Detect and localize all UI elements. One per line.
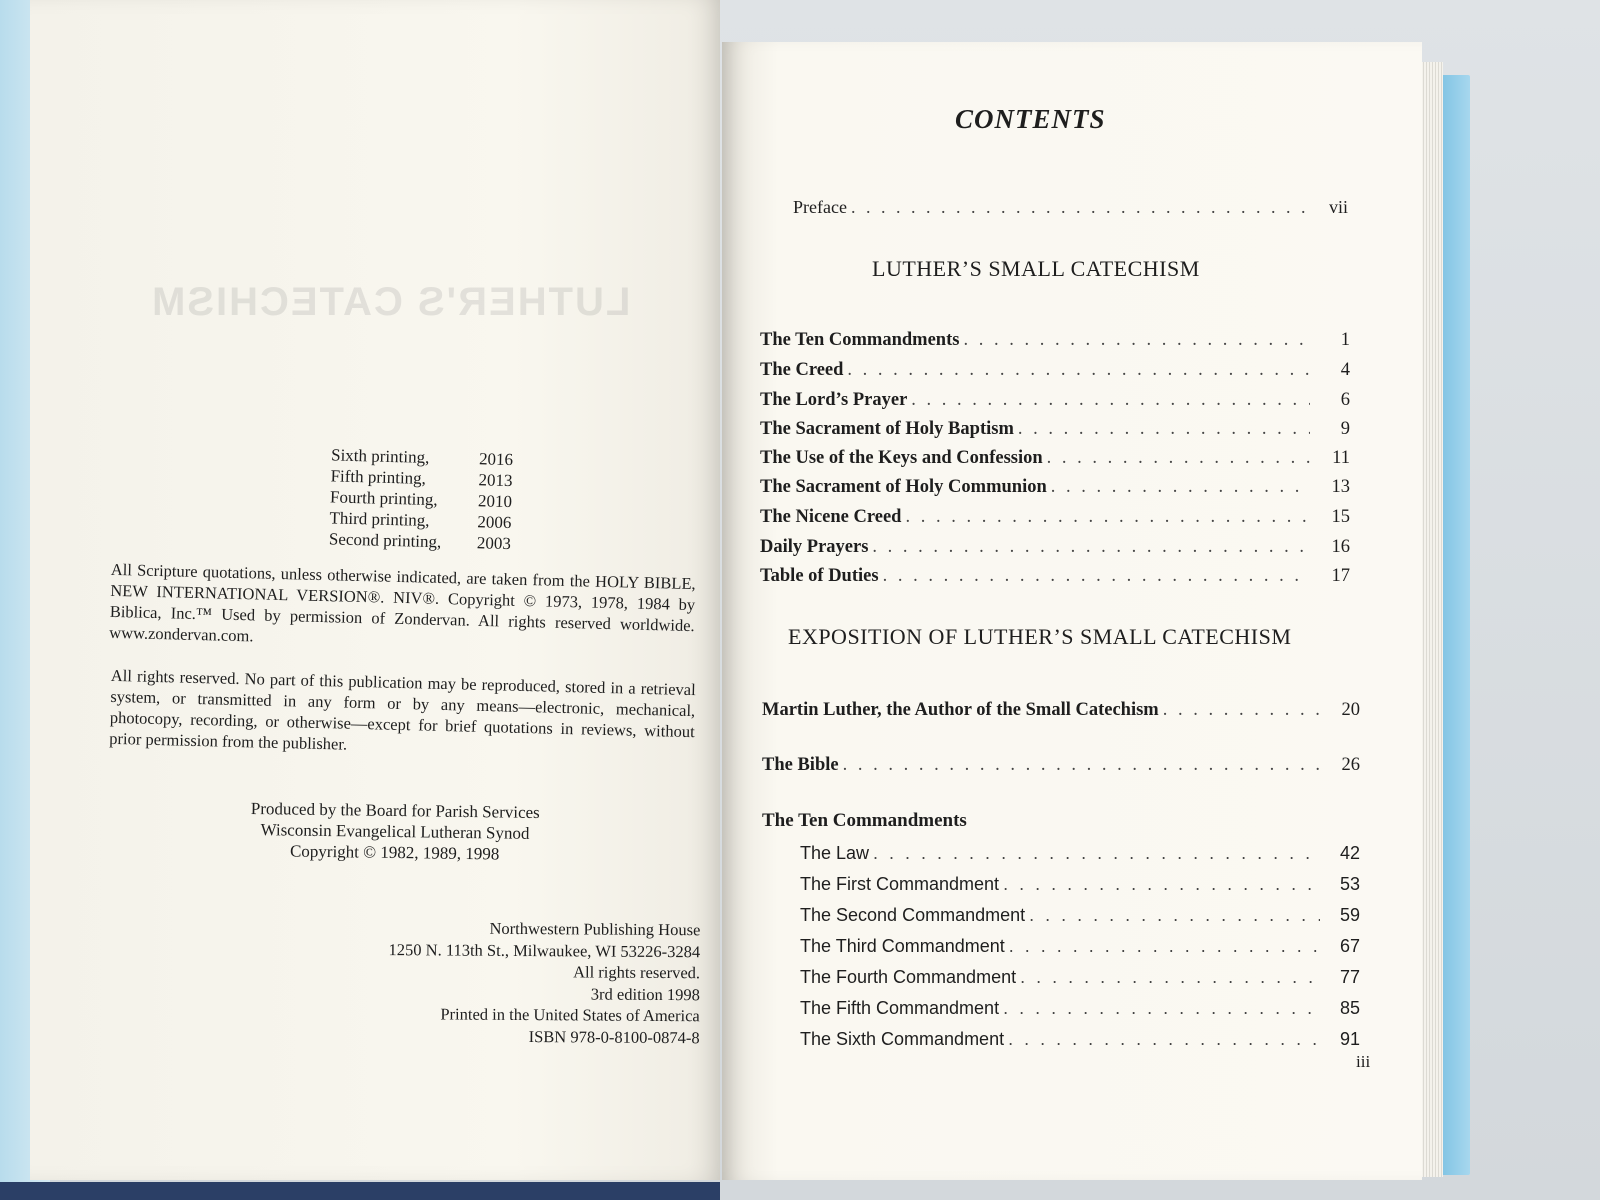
toc-entry: The Law . . . 42	[800, 843, 1360, 864]
publisher-imprint: Northwestern Publishing House 1250 N. 113th St., Milwaukee, WI 53226-3284 All rights reserved. 3rd edition 1998 Printed in the United States of America ISBN 978-0-8100-0874-8	[388, 918, 701, 1047]
toc-entry: The First Commandment . . . 53	[800, 874, 1360, 895]
toc-entry: Preface . . . vii	[793, 197, 1348, 218]
toc-entry: The Sacrament of Holy Communion . . . 13	[760, 477, 1350, 498]
toc-entry: The Use of the Keys and Confession . . . 11	[760, 448, 1350, 469]
book-cover-right	[1440, 75, 1470, 1175]
printing-row: Fifth printing, 2013	[330, 466, 513, 491]
rights-notice: All rights reserved. No part of this publication may be reproduced, stored in a retrieval system, or transmitted in any form or by any means—electronic, mechanical, photocopy, recording, or otherwise—except for brief quotations in reviews, without prior permission from the publisher.	[109, 665, 696, 754]
toc-entry: Table of Duties . . . 17	[760, 566, 1350, 587]
toc-entry: The Second Commandment . . . 59	[800, 905, 1360, 926]
book-bottom-edge	[0, 1182, 720, 1200]
printing-row: Fourth printing, 2010	[329, 487, 513, 512]
toc-entry: The Fifth Commandment . . . 85	[800, 998, 1360, 1019]
page-number: iii	[1356, 1052, 1371, 1071]
toc-entry: The Nicene Creed . . . 15	[760, 507, 1350, 528]
printing-row: Second printing, 2003	[328, 529, 512, 554]
scripture-notice: All Scripture quotations, unless otherwise indicated, are taken from the HOLY BIBLE, NEW INTERNATIONAL VERSION®. NIV®. Copyright © 1973, 1978, 1984 by Biblica, Inc.™ Used by permission of Zondervan. All rights reserved worldwide. www.zondervan.com.	[109, 559, 696, 646]
page-title: CONTENTS	[955, 104, 1106, 134]
toc-entry: The Lord’s Prayer . . . 6	[760, 390, 1350, 411]
printing-row: Third printing, 2006	[329, 508, 512, 533]
printing-row: Sixth printing, 2016	[330, 445, 514, 470]
toc-entry: The Sacrament of Holy Baptism . . . 9	[760, 419, 1350, 440]
printing-history	[329, 444, 532, 554]
section-heading: EXPOSITION OF LUTHER’S SMALL CATECHISM	[788, 624, 1292, 649]
show-through-title: LUTHER'S CATECHISM	[150, 280, 631, 324]
toc-entry: The Sixth Commandment . . . 91	[800, 1029, 1360, 1050]
part-heading: The Ten Commandments	[762, 810, 967, 831]
toc-entry: The Creed . . . 4	[760, 360, 1350, 381]
toc-entry: The Bible . . . 26	[762, 755, 1360, 776]
toc-entry: Daily Prayers . . . 16	[760, 537, 1350, 558]
toc-entry: The Fourth Commandment . . . 77	[800, 967, 1360, 988]
section-heading: LUTHER’S SMALL CATECHISM	[872, 256, 1200, 281]
toc-entry: Martin Luther, the Author of the Small Catechism . . . 20	[762, 700, 1360, 721]
toc-entry: The Third Commandment . . . 67	[800, 936, 1360, 957]
toc-entry: The Ten Commandments . . . 1	[760, 330, 1350, 351]
produced-by: Produced by the Board for Parish Services Wisconsin Evangelical Lutheran Synod Copyright © 1982, 1989, 1998	[250, 798, 540, 864]
